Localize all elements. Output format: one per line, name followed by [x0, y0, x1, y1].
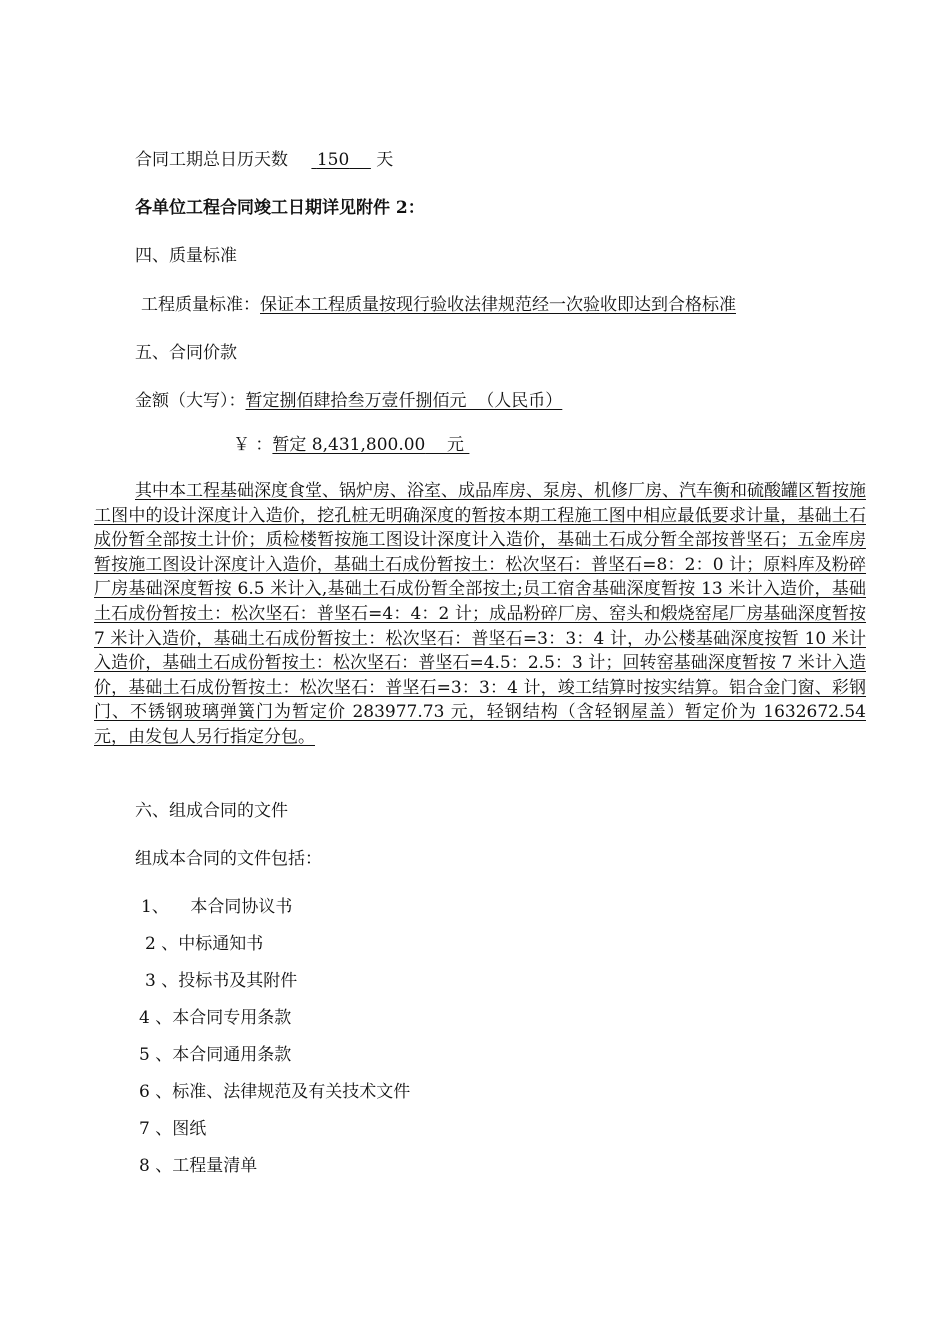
amount-words: 暂定捌佰肆拾叁万壹仟捌佰元 （人民币）: [245, 391, 563, 411]
document-list-item: 8 、工程量清单: [139, 1156, 258, 1176]
price-note-paragraph: [94, 479, 866, 750]
duration-value: 150: [316, 150, 350, 170]
section-6-heading: 六、组成合同的文件: [135, 801, 288, 821]
document-list-item: 3 、投标书及其附件: [145, 971, 298, 991]
amount-words-line: [135, 391, 562, 411]
quality-text: 保证本工程质量按现行验收法律规范经一次验收即达到合格标准: [260, 295, 736, 315]
amount-number: 暂定 8,431,800.00 元: [272, 435, 464, 455]
section-5-heading: 五、合同价款: [135, 343, 237, 363]
document-list-item: 2 、中标通知书: [145, 934, 264, 954]
quality-label: 工程质量标准：: [141, 295, 260, 315]
documents-intro: 组成本合同的文件包括：: [135, 849, 322, 869]
price-note-text: 其中本工程基础深度食堂、锅炉房、浴室、成品库房、泵房、机修厂房、汽车衡和硫酸罐区暂按施工图中的设计深度计入造价，挖孔桩无明确深度的暂按本期工程施工图中相应最低要求计量，基础土石成份暂全部按土计价；质检楼暂按施工图设计深度计入造价，基础土石成分暂全部按普坚石；五金库房暂按施工图设计深度计入造价，基础土石成份暂按土：松次坚石：普坚石=8：2：0 计；原料库及粉碎厂房基础深度暂按 6.5 米计入,基础土石成份暂全部按土;员工宿舍基础深度暂按 13 米计入造价，基础土石成份暂按土：松次坚石：普坚石=4：4：2 计；成品粉碎厂房、窑头和煅烧窑尾厂房基础深度暂按 7 米计入造价，基础土石成份暂按土：松次坚石：普坚石=3：3：4 计，办公楼基础深度按暂 10 米计入造价，基础土石成份暂按土：松次坚石：普坚石=4.5：2.5：3 计；回转窑基础深度暂按 7 米计入造价，基础土石成份暂按土：松次坚石：普坚石=3：3：4 计，竣工结算时按实结算。铝合金门窗、彩钢门、不锈钢玻璃弹簧门为暂定价 283977.73 元，轻钢结构（含轻钢屋盖）暂定价为 1632672.54 元，由发包人另行指定分包。: [94, 481, 867, 747]
completion-note: 各单位工程合同竣工日期详见附件 2：: [135, 198, 425, 218]
document-list-item: 5 、本合同通用条款: [139, 1045, 292, 1065]
document-list-item: 1、 本合同协议书: [141, 897, 293, 917]
document-list-item: 7 、图纸: [139, 1119, 207, 1139]
quality-standard-line: [141, 295, 736, 315]
duration-label: 合同工期总日历天数: [135, 150, 288, 170]
amount-label: 金额（大写）：: [135, 391, 246, 411]
section-4-heading: 四、质量标准: [135, 246, 237, 266]
document-list-item: 6 、标准、法律规范及有关技术文件: [139, 1082, 411, 1102]
document-list-item: 4 、本合同专用条款: [139, 1008, 292, 1028]
contract-duration-line: [135, 150, 393, 170]
amount-number-line: [233, 435, 469, 455]
duration-unit: 天: [376, 150, 394, 170]
yen-label: ￥ ：: [233, 435, 273, 455]
